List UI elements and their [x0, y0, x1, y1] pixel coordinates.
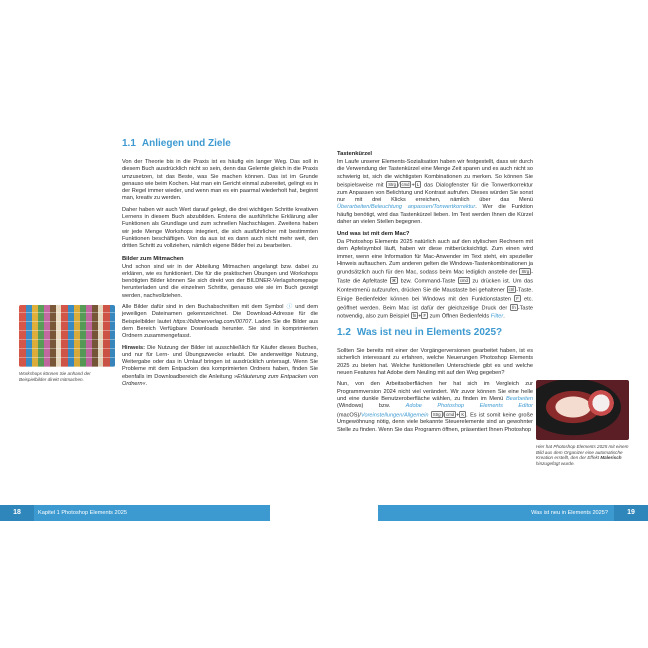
paragraph: Und schon sind wir in der Abteilung Mitmachen angelangt bzw. dabei zu erklären, wie es funktioniert. Die für die praktischen Übungen und Workshops benötigten Bilder können Sie sich direkt von der BILDNER-Verlagshomepage herunterladen und die einzelnen Schritte, genauso wie sie im Buch gezeigt werden, nachvollziehen. [122, 263, 318, 299]
paragraph: Im Laufe unserer Elements-Sozialisation haben wir festgestellt, dass wir durch die Verwendung der Tastenkürzel eine Menge Zeit sparen und es auch nicht so schwierig ist, sich die wichtigsten Kombinationen zu merken. So können Sie beispielsweise mit Strg / cmd + L das Dialogfenster für die Tonwertkorrektur zum Anpassen von Belichtung und Kontrast aufrufen. Dieses würden Sie sonst nur mit drei Klicks erreichen, nämlich über das Menü Überarbeiten/Beleuchtung anpassen/Tonwertkorrektur. Wer die Funktion häufig benötigt, wird das Tastenkürzel lieben. Im Text werden Ihnen die Kürzel daher an vielen Stellen begegnen. [337, 159, 534, 225]
key-strg: Strg [432, 411, 441, 417]
text-run: Nun, von den Arbeitsoberflächen her hat sich im Vergleich zur Programmversion 2024 nicht viel verändert. Wir zuvor können Sie eine helle und eine dunkle Benutzeroberfläche wählen, zu finden im Menü [337, 381, 533, 402]
section-heading-1-1 [122, 138, 318, 150]
section-title: Anliegen und Ziele [141, 138, 231, 149]
key-cmd: cmd [401, 181, 410, 187]
footer-bar-right [378, 505, 648, 521]
paragraph: Sollten Sie bereits mit einer der Vorgängerversionen gearbeitet haben, ist es sicherlich interessant zu erfahren, welche Neuerungen Photoshop Elements 2025 zu bieten hat. Welche funktionellen Unterschiede gibt es und welche neuen Features hat Adobe dem Neuling mit auf den Weg gegeben? [337, 348, 533, 377]
paragraph: Daher haben wir auch Wert darauf gelegt, die drei wichtigen Schritte kreativen Lernens in diesem Buch abzubilden. Erstens die ausführliche Erklärung aller Funktionen als Grundlage und zum schnellen Nachschlagen. Zweitens haben wir jede Menge Workshops integriert, die sich ausführlicher mit bestimmten Funktionen beschäftigen. Von da aus ist es dann auch nicht mehr weit, den dritten Schritt zu vollziehen, nämlich eigene Bilder frei zu bearbeiten. [122, 206, 318, 250]
key-cmd: cmd [459, 278, 468, 284]
text-run: (Windows) bzw. [337, 403, 391, 410]
creation-photo-image [536, 380, 629, 440]
footer-section-text: Was ist neu in Elements 2025? [531, 510, 608, 516]
text-run: etc. geöffnet werden. Beim Mac ist dafür der gleichzeitige Druck der [337, 296, 533, 312]
text-run: . Es ist somit keine große Umgewöhnung nötig, denn viele bekannte Steuerelemente sind an gewohnter Stelle zu finden. Wenn Sie das Programm öffnen, präsentiert Ihnen Photoshop [337, 412, 534, 433]
page-number-right: 19 [627, 509, 635, 516]
download-url[interactable]: https://bildnerverlag.com/00707 [173, 318, 252, 325]
subheading-mac: Und was ist mit dem Mac? [337, 231, 410, 238]
key-strg: Strg [521, 269, 530, 275]
paragraph-hinweis [122, 345, 318, 389]
text-run: zum Öffnen Bedienfelds [429, 313, 490, 320]
left-text-column [122, 138, 318, 392]
key-ctrl: ctrl [508, 286, 515, 292]
paragraph [122, 304, 318, 340]
download-icon: ⓘ [286, 304, 293, 311]
text-run: Hier hat Photoshop Elements 2025 mit einem Bild aus dem Organizer eine automatische Kreation erstellt, den der Effekt [536, 444, 629, 461]
key-fn: fn [412, 313, 417, 319]
right-text-column [337, 148, 533, 438]
text-run: -Taste notwendig, also zum Beispiel [337, 305, 533, 320]
text-run: . [145, 381, 148, 388]
text-run: Im Laufe unserer Elements-Sozialisation haben wir festgestellt, dass wir durch die Verwendung der Tastenkürzel eine Menge Zeit sparen und es auch nicht so schwierig ist, sich die wichtigsten Kombinationen zu merken. So können Sie beispielsweise mit [337, 159, 533, 189]
text-run: -Taste. Einige Bedienfelder können bei Windows mit den Funktionstasten [337, 287, 533, 303]
key-strg: Strg [388, 181, 396, 187]
key-f: F [516, 295, 519, 301]
text-run: und dem jeweiligen Dateinamen gekennzeichnet. Die Download-Adresse für die Beispielbilder lautet [122, 304, 318, 325]
menu-path: Überarbeiten/Beleuchtung anpassen/Tonwertkorrektur [337, 204, 476, 211]
page-number-left: 18 [13, 509, 21, 516]
subheading-bilder: Bilder zum Mitmachen [122, 255, 184, 262]
menu-voreinstellungen: Voreinstellungen/Allgemein [360, 412, 429, 419]
footer-bar-left [0, 505, 270, 521]
paragraph: Nun, von den Arbeitsoberflächen her hat sich im Vergleich zur Programmversion 2024 nicht viel verändert. Wir zuvor können Sie eine helle und eine dunkle Benutzeroberfläche wählen, zu finden im Menü Bearbeiten (Windows) bzw. Adobe Photoshop Elements Editor (macOS)/Voreinstellungen/Allgemein Strg cmd + K . Es ist somit keine große Umgewöhnung nötig, denn viele bekannte Steuerelemente sind an gewohnter Stelle zu finden. Wenn Sie das Programm öffnen, präsentiert Ihnen Photoshop [337, 381, 534, 433]
image-caption-left: Workshops können Sie anhand der Beispielbilder direkt mitmachen. [19, 371, 91, 382]
text-run: bzw. Command-Taste [400, 278, 456, 285]
subheading-tastenkuerzel: Tastenkürzel [337, 151, 373, 157]
paragraph: Von der Theorie bis in die Praxis ist es häufig ein langer Weg. Das soll in diesem Buch ausdrücklich nicht so sein, denn das Gelernte gleich in die Praxis umzusetzen, ist das Beste, was Sie machen können. Das ist im Grunde genauso wie beim Kochen. Hat man ein Gericht einmal zubereitet, gelingt es in der Regel immer wieder, und wenn man es ein paarmal wiederholt hat, beginnt man, kreativ zu werden. [122, 159, 318, 202]
filter-link: Filter [490, 313, 504, 320]
section-heading-1-2 [337, 327, 533, 339]
section-number: 1.1 [122, 138, 136, 149]
hinweis-label: Hinweis: [122, 344, 146, 351]
section-title: Was ist neu in Elements 2025? [356, 327, 503, 339]
key-cmd: cmd [446, 411, 455, 417]
key-l: L [416, 181, 420, 187]
anleitung-link[interactable]: »Erläuterung zum Entpacken von Ordnern« [122, 373, 318, 388]
text-run: Die Nutzung der Bilder ist ausschließlich für Käufer dieses Buches, und nur für Lern- und Übungszwecke erlaubt. Die anderweitige Nutzung, Weitergabe oder das in Umlauf bringen ist ausdrücklich untersagt. Wenn Sie Probleme mit dem Entpacken des komprimierten Ordners haben, finden Sie ebenfalls im Downloadbereich die Anleitung [122, 344, 318, 380]
text-run: . Laden Sie die Bilder aus dem Bereich Verfügbare Downloads herunter. Sie sind in komprimierten Ordnern zusammengefasst. [122, 318, 319, 340]
paragraph: Da Photoshop Elements 2025 natürlich auch auf den stylischen Rechnern mit dem Apfelsymbol läuft, haben wir diese mitberücksichtigt. Zum einen wird immer, wenn eine Information für Mac-Anwender im Text steht, ein spezieller Hinweis auftauchen. Zum anderen gelten die Windows-Tastenkombinationen ja grundsätzlich auch für den Mac, sodass beim Mac lediglich anstelle der Strg -Taste die Apfeltaste ⌘ bzw. Command-Taste cmd zu drücken ist. Um das Kontextmenü aufzurufen, drücken Sie die Maustaste bei gehaltener ctrl -Taste. Einige Bedienfelder können bei Windows mit den Funktionstasten F etc. geöffnet werden. Beim Mac ist dafür der gleichzeitige Druck der fn -Taste notwendig, also zum Beispiel fn + F zum Öffnen Bedienfelds Filter. [337, 239, 533, 320]
text-run: Alle Bilder dafür sind in den Buchabschnitten mit dem Symbol [122, 304, 284, 311]
text-run: (macOS)/ [337, 412, 361, 419]
collage-image [19, 305, 115, 367]
key-f: F [423, 313, 427, 319]
text-run: . [503, 313, 505, 320]
footer-chapter-text: Kapitel 1 Photoshop Elements 2025 [38, 510, 127, 516]
key-apple: ⌘ [391, 278, 397, 284]
text-run: das Dialogfenster für die Tonwertkorrektur zum Anpassen von Belichtung und Kontrast aufrufen. Dieses würden Sie sonst nur mit drei Klicks erreichen, nämlich über das Menü [337, 182, 534, 203]
menu-bearbeiten: Bearbeiten [505, 395, 533, 402]
caption-effect-name: Malerisch [600, 455, 622, 461]
text-run: hinzugefügt wurde. [536, 460, 575, 466]
key-k: K [461, 411, 465, 417]
text-run: Da Photoshop Elements 2025 natürlich auch auf den stylischen Rechnern mit dem Apfelsymbol läuft, haben wir diese mitberücksichtigt. Zum einen wird immer, wenn eine Information für Mac-Anwender im Text steht, ein spezieller Hinweis auftauchen. Zum anderen gelten die Windows-Tastenkombinationen ja grundsätzlich auch für den Mac, sodass beim Mac lediglich anstelle der [337, 239, 533, 276]
text-run: -Taste die Apfeltaste [337, 269, 533, 285]
text-run: zu drücken ist. Um das Kontextmenü aufzurufen, drücken Sie die Maustaste bei gehaltener [337, 278, 533, 294]
text-run: . Wer die Funktion häufig benötigt, wird das Tastenkürzel lieben. Im Text werden Ihnen die Kürzel daher an vielen Stellen begegnen. [337, 204, 534, 225]
key-fn: fn [512, 304, 516, 310]
section-number: 1.2 [337, 327, 351, 339]
image-caption-right [536, 444, 632, 466]
menu-editor: Adobe Photoshop Elements Editor [405, 403, 534, 410]
